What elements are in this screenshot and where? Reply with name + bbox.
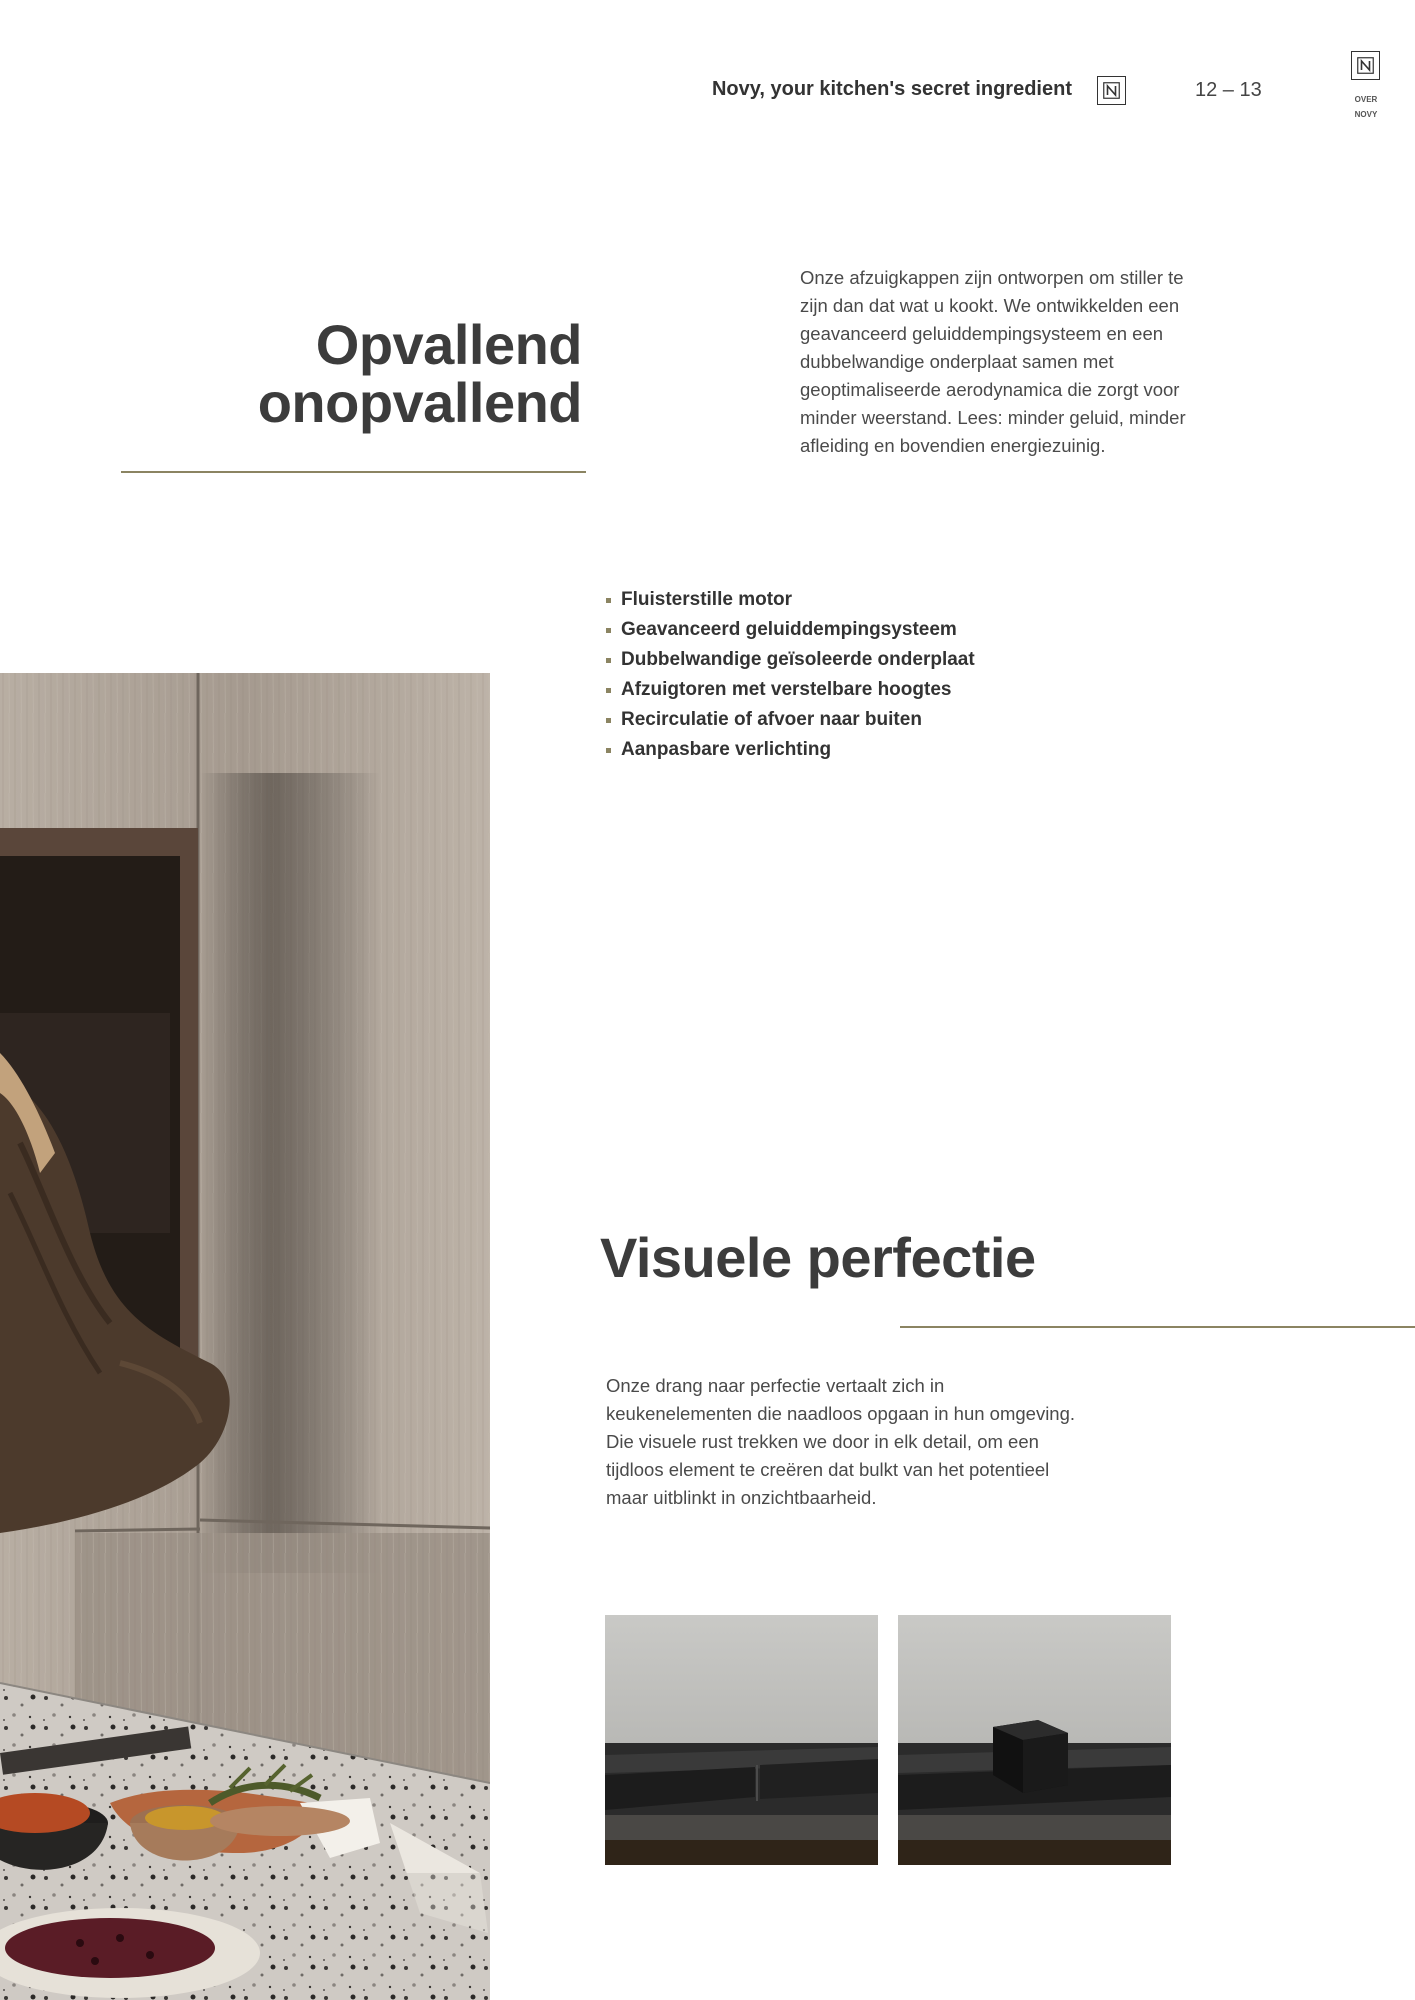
- feature-text: Recirculatie of afvoer naar buiten: [621, 709, 922, 730]
- product-photo-flush-hob: [605, 1615, 878, 1865]
- feature-text: Afzuigtoren met verstelbare hoogtes: [621, 679, 952, 700]
- bullet-icon: [606, 748, 611, 753]
- novy-n-tab-icon: [1351, 51, 1380, 80]
- feature-item: [605, 675, 1125, 705]
- accent-divider: [121, 471, 586, 473]
- side-tab-label: [1335, 92, 1397, 122]
- bullet-icon: [606, 718, 611, 723]
- feature-text: Aanpasbare verlichting: [621, 739, 832, 760]
- product-photo-downdraft-raised: [898, 1615, 1171, 1865]
- bullet-icon: [606, 688, 611, 693]
- header-tagline: Novy, your kitchen's secret ingredient: [711, 78, 1072, 100]
- feature-item: [605, 705, 1125, 735]
- novy-n-logo-icon: [1097, 76, 1126, 105]
- feature-text: Fluisterstille motor: [621, 589, 793, 610]
- feature-item: [605, 615, 1125, 645]
- feature-text: Dubbelwandige geïsoleerde onderplaat: [621, 649, 975, 670]
- section-heading-silent: [120, 313, 582, 434]
- page-numbers: 12 – 13: [1195, 79, 1262, 101]
- feature-list: [605, 585, 1125, 765]
- bullet-icon: [606, 628, 611, 633]
- bullet-icon: [606, 658, 611, 663]
- kitchen-photo: [0, 673, 490, 2000]
- side-tab-line2: NOVY: [1354, 110, 1378, 119]
- feature-item: [605, 735, 1125, 765]
- feature-item: [605, 645, 1125, 675]
- heading-line-1: Opvallend: [315, 313, 582, 376]
- section-body-visual: Onze drang naar perfectie vertaalt zich in keukenelementen die naadloos opgaan in hun omgeving. Die visuele rust trekken we door in elk detail, om een tijdloos element te creëren dat bulkt van het potentieel maar uitblinkt in onzichtbaarheid.: [606, 1375, 1076, 1508]
- section-heading-visual: Visuele perfectie: [600, 1226, 1036, 1289]
- accent-divider: [900, 1326, 1415, 1328]
- feature-item: [605, 585, 1125, 615]
- heading-line-2: onopvallend: [257, 371, 582, 434]
- side-tab-line1: OVER: [1354, 95, 1378, 104]
- bullet-icon: [606, 598, 611, 603]
- section-body-silent: Onze afzuigkappen zijn ontworpen om stiller te zijn dan dat wat u kookt. We ontwikkelden een geavanceerd geluiddempingsysteem en een dubbelwandige onderplaat samen met geoptimaliseerde aerodynamica die zorgt voor minder weerstand. Lees: minder geluid, minder afleiding en bovendien energiezuinig.: [800, 267, 1186, 456]
- feature-text: Geavanceerd geluiddempingsysteem: [621, 619, 957, 640]
